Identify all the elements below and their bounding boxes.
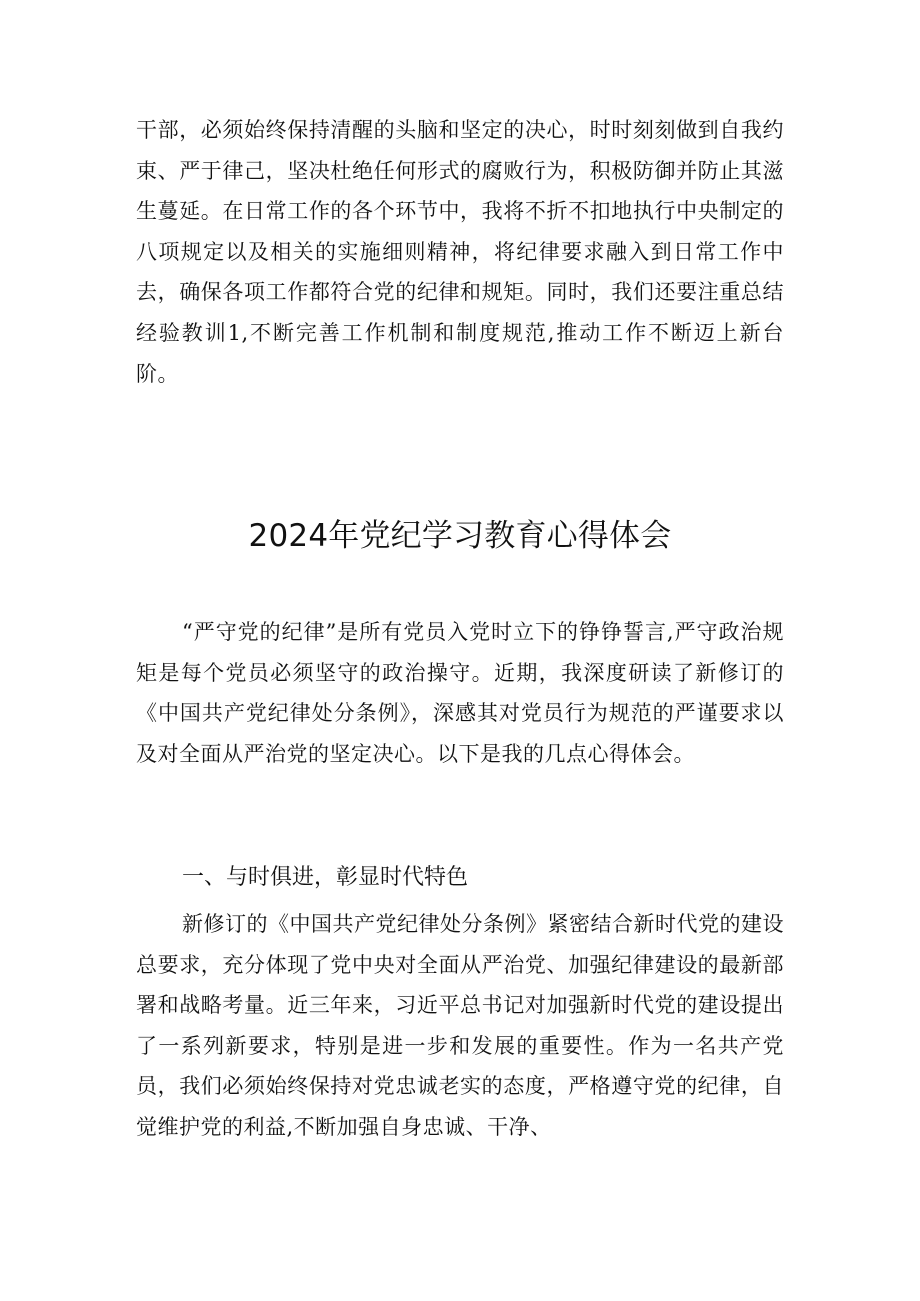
section-heading: 一、与时俱进，彰显时代特色 bbox=[182, 865, 469, 890]
page-title: 2024年党纪学习教育心得体会 bbox=[248, 518, 672, 554]
intro-paragraph: “严守党的纪律”是所有党员入党时立下的铮铮誓言,严守政治规矩是每个党员必须坚守的政治操守。近期，我深度研读了新修订的《中国共产党纪律处分条例》，深感其对党员行为规范的严谨要求以及对全面从严治党的坚定决心。以下是我的几点心得体会。 bbox=[136, 620, 784, 766]
section-paragraph: 新修订的《中国共产党纪律处分条例》紧密结合新时代党的建设总要求，充分体现了党中央对全面从严治党、加强纪律建设的最新部署和战略考量。近三年来，习近平总书记对加强新时代党的建设提出了一系列新要求，特别是进一步和发展的重要性。作为一名共产党员，我们必须始终保持对党忠诚老实的态度，严格遵守党的纪律，自觉维护党的利益,不断加强自身忠诚、干净、 bbox=[136, 912, 784, 1139]
continued-paragraph: 干部，必须始终保持清醒的头脑和坚定的决心，时时刻刻做到自我约束、严于律己，坚决杜绝任何形式的腐败行为，积极防御并防止其滋生蔓延。在日常工作的各个环节中，我将不折不扣地执行中央制定的八项规定以及相关的实施细则精神，将纪律要求融入到日常工作中去，确保各项工作都符合党的纪律和规矩。同时，我们还要注重总结经验教训1,不断完善工作机制和制度规范,推动工作不断迈上新台阶。 bbox=[136, 118, 784, 386]
